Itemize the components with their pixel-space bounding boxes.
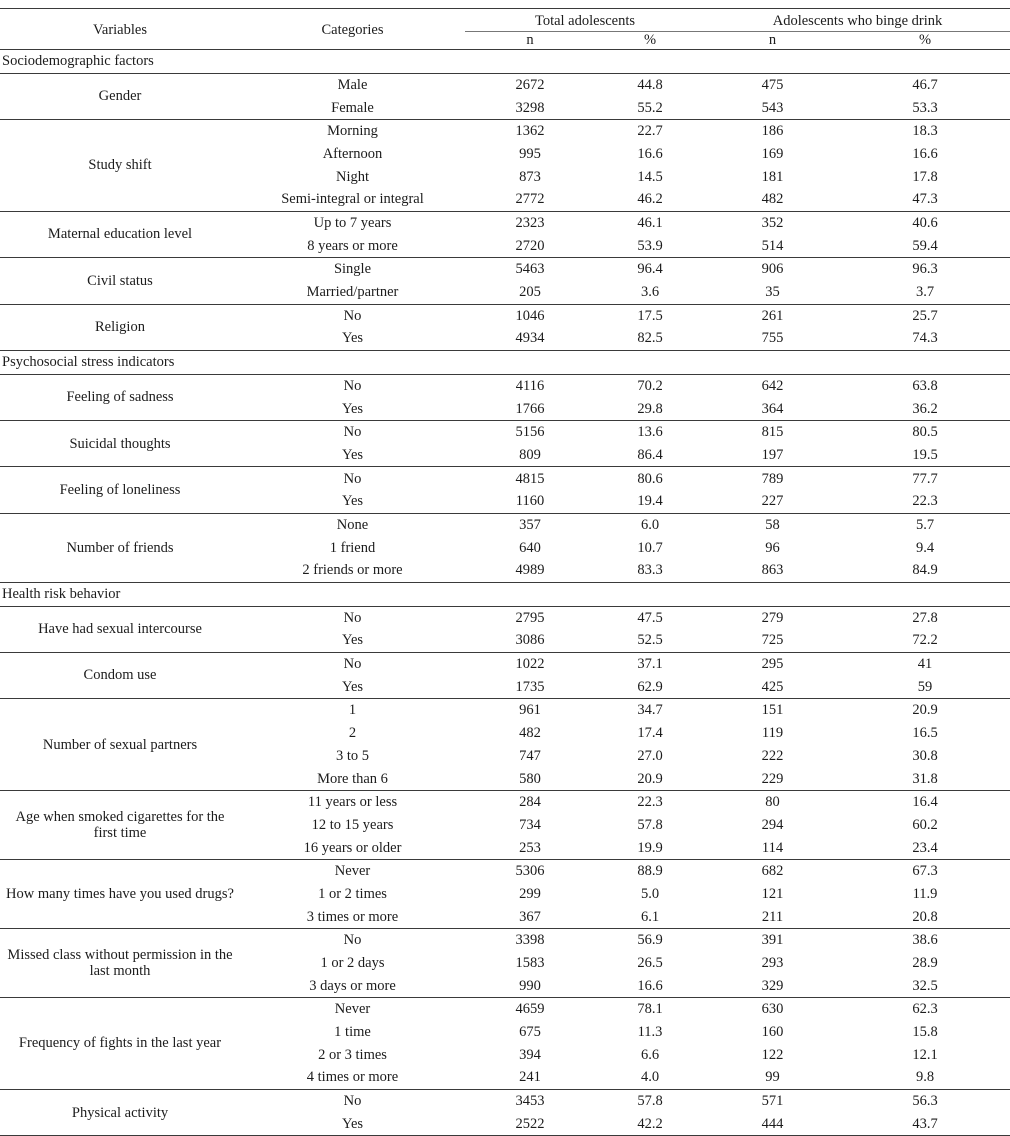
table-row (0, 860, 1010, 883)
binge-pct-cell: 72.2 (840, 629, 1010, 652)
binge-n-cell: 391 (761, 932, 784, 949)
category-cell: Yes (240, 629, 465, 652)
binge-pct-cell: 17.8 (912, 168, 938, 185)
binge-pct-cell: 43.7 (840, 1113, 1010, 1136)
total-pct-cell: 29.8 (595, 397, 705, 420)
category-cell: 3 to 5 (335, 747, 370, 764)
binge-n-cell: 222 (761, 747, 784, 764)
category-cell: 1 friend (329, 539, 376, 556)
table-row (0, 998, 1010, 1021)
variable-cell: Condom use (0, 652, 240, 698)
binge-n-cell: 815 (761, 424, 784, 441)
category-cell: None (336, 516, 369, 533)
total-n-cell: 3398 (515, 932, 545, 949)
total-n-cell: 5463 (515, 261, 545, 278)
total-pct-cell: 19.4 (595, 490, 705, 513)
total-n-cell: 4659 (515, 1001, 545, 1018)
category-cell: 3 times or more (240, 905, 465, 928)
col-header-total-n: n (465, 32, 595, 50)
category-cell: No (343, 1093, 362, 1110)
category-cell: No (343, 307, 362, 324)
total-pct-cell: 88.9 (637, 863, 663, 880)
total-pct-cell: 17.5 (637, 307, 663, 324)
total-n-cell: 1046 (515, 307, 545, 324)
variable-cell: Frequency of fights in the last year (0, 998, 240, 1090)
binge-pct-cell: 56.3 (912, 1093, 938, 1110)
binge-n-cell: 261 (761, 307, 784, 324)
binge-pct-cell: 20.8 (840, 905, 1010, 928)
category-cell: 2 or 3 times (318, 1046, 387, 1063)
total-pct-cell: 96.4 (637, 261, 663, 278)
total-n-cell: 367 (465, 905, 595, 928)
category-cell: Yes (240, 1113, 465, 1136)
table-row (0, 374, 1010, 397)
total-pct-cell: 34.7 (637, 702, 663, 719)
binge-n-cell: 197 (705, 444, 840, 467)
total-pct-cell: 80.6 (637, 470, 663, 487)
total-pct-cell: 6.1 (595, 905, 705, 928)
variable-cell: Study shift (0, 120, 240, 212)
total-n-cell: 2772 (465, 188, 595, 211)
total-n-cell: 1022 (515, 656, 545, 673)
total-n-cell: 1735 (465, 676, 595, 699)
total-pct-cell: 82.5 (595, 327, 705, 350)
total-pct-cell: 56.9 (637, 932, 663, 949)
statistics-table (0, 8, 1010, 1136)
binge-pct-cell: 53.3 (840, 96, 1010, 119)
category-cell: Night (335, 168, 370, 185)
category-cell: Morning (327, 123, 378, 140)
total-pct-cell: 4.0 (595, 1066, 705, 1089)
total-n-cell: 4815 (515, 470, 545, 487)
total-pct-cell: 26.5 (637, 955, 663, 972)
binge-pct-cell: 16.5 (912, 725, 938, 742)
table-row (0, 606, 1010, 629)
table-row (0, 120, 1010, 143)
variable-cell: Have had sexual intercourse (0, 606, 240, 652)
table-row (0, 304, 1010, 327)
total-pct-cell: 42.2 (595, 1113, 705, 1136)
col-header-variables: Variables (0, 9, 240, 50)
binge-n-cell: 475 (761, 76, 784, 93)
binge-n-cell: 114 (705, 836, 840, 859)
section-header-row (0, 50, 1010, 74)
binge-pct-cell: 41 (917, 656, 933, 673)
binge-n-cell: 227 (705, 490, 840, 513)
total-n-cell: 284 (519, 794, 541, 811)
variable-cell: How many times have you used drugs? (0, 860, 240, 929)
binge-n-cell: 630 (761, 1001, 784, 1018)
category-cell: No (343, 609, 362, 626)
total-n-cell: 961 (519, 702, 541, 719)
binge-pct-cell: 28.9 (912, 955, 938, 972)
total-pct-cell: 46.1 (637, 215, 663, 232)
section-title: Sociodemographic factors (0, 50, 1010, 74)
category-cell: No (343, 424, 362, 441)
section-title: Psychosocial stress indicators (0, 350, 1010, 374)
category-cell: 12 to 15 years (311, 816, 394, 833)
category-cell: 2 friends or more (240, 559, 465, 582)
total-pct-cell: 52.5 (595, 629, 705, 652)
table-row (0, 467, 1010, 490)
category-cell: Up to 7 years (313, 215, 392, 232)
binge-n-cell: 293 (761, 955, 784, 972)
total-n-cell: 1362 (515, 123, 545, 140)
total-n-cell: 299 (519, 885, 541, 902)
category-cell: 1 (348, 702, 357, 719)
section-header-row (0, 350, 1010, 374)
category-cell: 16 years or older (240, 836, 465, 859)
binge-n-cell: 352 (761, 215, 784, 232)
section-title: Health risk behavior (0, 582, 1010, 606)
category-cell: 1 or 2 times (318, 885, 387, 902)
total-n-cell: 3453 (515, 1093, 545, 1110)
total-n-cell: 747 (519, 747, 541, 764)
category-cell: 3 days or more (240, 975, 465, 998)
binge-n-cell: 425 (705, 676, 840, 699)
total-n-cell: 1583 (515, 955, 545, 972)
total-pct-cell: 14.5 (637, 168, 663, 185)
total-n-cell: 580 (465, 767, 595, 790)
binge-pct-cell: 15.8 (912, 1024, 938, 1041)
col-header-binge-drinkers: Adolescents who binge drink (705, 9, 1010, 32)
table-row (0, 929, 1010, 952)
binge-n-cell: 169 (761, 145, 784, 162)
section-header-row (0, 582, 1010, 606)
category-cell: 8 years or more (240, 235, 465, 258)
binge-pct-cell: 36.2 (840, 397, 1010, 420)
variable-cell: Physical activity (0, 1089, 240, 1135)
category-cell: Never (334, 1001, 371, 1018)
binge-pct-cell: 16.6 (912, 145, 938, 162)
binge-n-cell: 160 (761, 1024, 784, 1041)
binge-n-cell: 35 (705, 281, 840, 304)
category-cell: No (343, 377, 362, 394)
binge-n-cell: 122 (761, 1046, 784, 1063)
category-cell: Male (337, 76, 368, 93)
category-cell: More than 6 (240, 767, 465, 790)
binge-pct-cell: 25.7 (912, 307, 938, 324)
binge-n-cell: 181 (761, 168, 784, 185)
binge-n-cell: 725 (705, 629, 840, 652)
col-header-total-adolescents: Total adolescents (465, 9, 705, 32)
binge-pct-cell: 5.7 (915, 516, 935, 533)
binge-pct-cell: 47.3 (840, 188, 1010, 211)
total-pct-cell: 22.3 (637, 794, 663, 811)
binge-n-cell: 119 (761, 725, 784, 742)
category-cell: No (343, 656, 362, 673)
total-n-cell: 3086 (465, 629, 595, 652)
total-n-cell: 640 (519, 539, 541, 556)
category-cell: Yes (240, 397, 465, 420)
total-n-cell: 873 (519, 168, 541, 185)
total-pct-cell: 11.3 (637, 1024, 663, 1041)
binge-pct-cell: 3.7 (840, 281, 1010, 304)
binge-n-cell: 294 (761, 816, 784, 833)
table-row (0, 1089, 1010, 1112)
total-pct-cell: 62.9 (595, 676, 705, 699)
binge-pct-cell: 22.3 (840, 490, 1010, 513)
binge-pct-cell: 27.8 (912, 609, 938, 626)
total-n-cell: 241 (465, 1066, 595, 1089)
total-pct-cell: 16.6 (637, 145, 663, 162)
table-row (0, 652, 1010, 675)
total-pct-cell: 37.1 (637, 656, 663, 673)
binge-pct-cell: 84.9 (840, 559, 1010, 582)
total-pct-cell: 10.7 (637, 539, 663, 556)
binge-n-cell: 755 (705, 327, 840, 350)
total-n-cell: 357 (519, 516, 541, 533)
total-pct-cell: 46.2 (595, 188, 705, 211)
col-header-total-pct: % (595, 32, 705, 50)
total-n-cell: 2323 (515, 215, 545, 232)
binge-pct-cell: 12.1 (912, 1046, 938, 1063)
total-n-cell: 4989 (465, 559, 595, 582)
binge-n-cell: 482 (705, 188, 840, 211)
variable-cell: Gender (0, 73, 240, 119)
variable-cell: Age when smoked cigarettes for the first time (0, 791, 240, 860)
binge-n-cell: 121 (761, 885, 784, 902)
total-n-cell: 2522 (465, 1113, 595, 1136)
binge-n-cell: 444 (705, 1113, 840, 1136)
total-pct-cell: 16.6 (595, 975, 705, 998)
header-row-spanners (0, 9, 1010, 32)
total-pct-cell: 20.9 (595, 767, 705, 790)
total-n-cell: 5156 (515, 424, 545, 441)
total-pct-cell: 13.6 (637, 424, 663, 441)
variable-cell: Feeling of sadness (0, 374, 240, 420)
binge-n-cell: 80 (765, 794, 780, 811)
category-cell: 1 or 2 days (320, 955, 385, 972)
binge-n-cell: 571 (761, 1093, 784, 1110)
table-row (0, 211, 1010, 234)
binge-n-cell: 789 (761, 470, 784, 487)
category-cell: Yes (240, 676, 465, 699)
total-n-cell: 2672 (515, 76, 545, 93)
binge-n-cell: 329 (705, 975, 840, 998)
category-cell: 11 years or less (307, 794, 398, 811)
variable-cell: Missed class without permission in the last month (0, 929, 240, 998)
total-n-cell: 809 (465, 444, 595, 467)
total-pct-cell: 57.8 (637, 816, 663, 833)
binge-pct-cell: 77.7 (912, 470, 938, 487)
category-cell: Semi-integral or integral (240, 188, 465, 211)
total-pct-cell: 6.6 (640, 1046, 660, 1063)
binge-n-cell: 96 (765, 539, 780, 556)
variable-cell: Number of friends (0, 513, 240, 582)
category-cell: No (343, 932, 362, 949)
total-pct-cell: 55.2 (595, 96, 705, 119)
total-n-cell: 3298 (465, 96, 595, 119)
total-pct-cell: 6.0 (640, 516, 660, 533)
binge-n-cell: 211 (705, 905, 840, 928)
variable-cell: Religion (0, 304, 240, 350)
total-pct-cell: 3.6 (595, 281, 705, 304)
binge-n-cell: 295 (761, 656, 784, 673)
table-row (0, 699, 1010, 722)
binge-pct-cell: 74.3 (840, 327, 1010, 350)
total-n-cell: 253 (465, 836, 595, 859)
total-n-cell: 990 (465, 975, 595, 998)
total-n-cell: 2720 (465, 235, 595, 258)
binge-pct-cell: 62.3 (912, 1001, 938, 1018)
binge-n-cell: 99 (705, 1066, 840, 1089)
table-row (0, 258, 1010, 281)
binge-n-cell: 58 (765, 516, 780, 533)
total-n-cell: 4934 (465, 327, 595, 350)
binge-pct-cell: 31.8 (840, 767, 1010, 790)
binge-pct-cell: 80.5 (912, 424, 938, 441)
binge-pct-cell: 59 (840, 676, 1010, 699)
total-pct-cell: 83.3 (595, 559, 705, 582)
table-row (0, 421, 1010, 444)
binge-pct-cell: 9.4 (915, 539, 935, 556)
variable-cell: Suicidal thoughts (0, 421, 240, 467)
binge-pct-cell: 11.9 (912, 885, 938, 902)
category-cell: Never (334, 863, 371, 880)
total-pct-cell: 27.0 (637, 747, 663, 764)
category-cell: Married/partner (240, 281, 465, 304)
total-pct-cell: 53.9 (595, 235, 705, 258)
binge-pct-cell: 96.3 (912, 261, 938, 278)
binge-pct-cell: 59.4 (840, 235, 1010, 258)
total-n-cell: 1766 (465, 397, 595, 420)
col-header-binge-n: n (705, 32, 840, 50)
total-pct-cell: 47.5 (637, 609, 663, 626)
binge-n-cell: 682 (761, 863, 784, 880)
category-cell: Yes (240, 444, 465, 467)
table-row (0, 73, 1010, 96)
category-cell: Yes (240, 327, 465, 350)
total-n-cell: 205 (465, 281, 595, 304)
total-pct-cell: 19.9 (595, 836, 705, 859)
total-pct-cell: 78.1 (637, 1001, 663, 1018)
binge-n-cell: 151 (761, 702, 784, 719)
total-n-cell: 4116 (515, 377, 545, 394)
total-pct-cell: 5.0 (640, 885, 660, 902)
binge-pct-cell: 30.8 (912, 747, 938, 764)
binge-pct-cell: 9.8 (840, 1066, 1010, 1089)
binge-pct-cell: 20.9 (912, 702, 938, 719)
binge-pct-cell: 63.8 (912, 377, 938, 394)
total-n-cell: 394 (519, 1046, 541, 1063)
total-pct-cell: 22.7 (637, 123, 663, 140)
category-cell: No (343, 470, 362, 487)
binge-n-cell: 364 (705, 397, 840, 420)
variable-cell: Number of sexual partners (0, 699, 240, 791)
total-pct-cell: 57.8 (637, 1093, 663, 1110)
category-cell: Female (240, 96, 465, 119)
variable-cell: Feeling of loneliness (0, 467, 240, 513)
binge-pct-cell: 46.7 (912, 76, 938, 93)
binge-pct-cell: 67.3 (912, 863, 938, 880)
col-header-categories: Categories (240, 9, 465, 50)
binge-pct-cell: 19.5 (840, 444, 1010, 467)
category-cell: Single (333, 261, 372, 278)
table-header (0, 9, 1010, 50)
total-pct-cell: 70.2 (637, 377, 663, 394)
binge-n-cell: 186 (761, 123, 784, 140)
table-row (0, 791, 1010, 814)
total-n-cell: 482 (519, 725, 541, 742)
binge-n-cell: 906 (761, 261, 784, 278)
binge-pct-cell: 38.6 (912, 932, 938, 949)
category-cell: 1 time (334, 1024, 371, 1041)
col-header-binge-pct: % (840, 32, 1010, 50)
total-n-cell: 5306 (515, 863, 545, 880)
category-cell: Afternoon (322, 145, 383, 162)
total-pct-cell: 86.4 (595, 444, 705, 467)
binge-pct-cell: 18.3 (912, 123, 938, 140)
binge-pct-cell: 40.6 (912, 215, 938, 232)
total-n-cell: 995 (519, 145, 541, 162)
binge-n-cell: 279 (761, 609, 784, 626)
variable-cell: Civil status (0, 258, 240, 304)
category-cell: 4 times or more (240, 1066, 465, 1089)
total-n-cell: 734 (519, 816, 541, 833)
binge-pct-cell: 32.5 (840, 975, 1010, 998)
binge-n-cell: 229 (705, 767, 840, 790)
binge-pct-cell: 16.4 (912, 794, 938, 811)
variable-cell: Maternal education level (0, 211, 240, 257)
binge-n-cell: 642 (761, 377, 784, 394)
total-n-cell: 675 (519, 1024, 541, 1041)
total-n-cell: 2795 (515, 609, 545, 626)
total-pct-cell: 44.8 (637, 76, 663, 93)
binge-pct-cell: 60.2 (912, 816, 938, 833)
total-pct-cell: 17.4 (637, 725, 663, 742)
binge-n-cell: 514 (705, 235, 840, 258)
category-cell: 2 (348, 725, 357, 742)
binge-n-cell: 543 (705, 96, 840, 119)
table-body (0, 50, 1010, 1136)
binge-pct-cell: 23.4 (840, 836, 1010, 859)
table-row (0, 513, 1010, 536)
binge-n-cell: 863 (705, 559, 840, 582)
category-cell: Yes (240, 490, 465, 513)
total-n-cell: 1160 (465, 490, 595, 513)
